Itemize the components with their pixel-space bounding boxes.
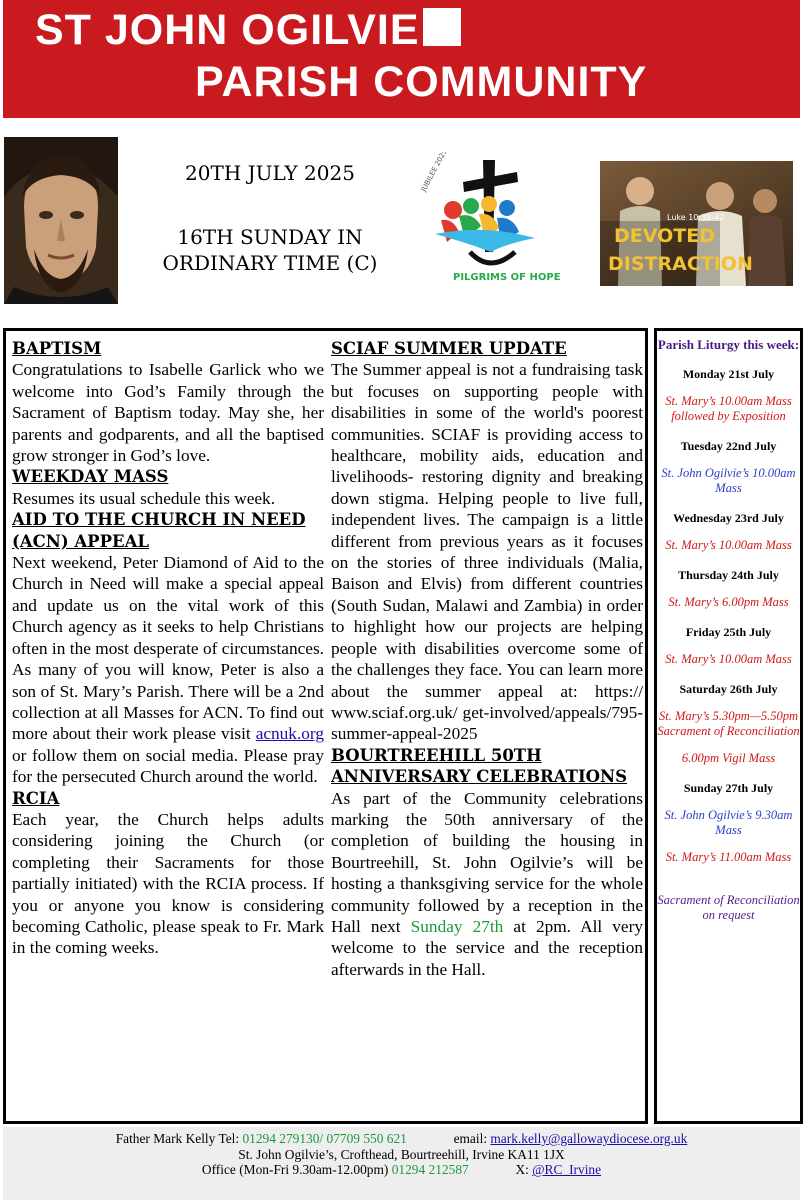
liturgy-entry: St. John Ogilvie’s 10.00am Mass	[661, 466, 796, 495]
x-handle-link[interactable]: @RC_Irvine	[532, 1162, 602, 1177]
office-phone: 01294 212587	[391, 1162, 469, 1177]
gospel-artwork	[600, 161, 793, 286]
liturgy-day: Thursday 24th July	[678, 568, 779, 582]
acn-body-part2: or follow them on social media. Please pray for the persecuted Church around the world.	[12, 745, 324, 787]
acn-link[interactable]: acnuk.org	[255, 724, 324, 744]
footer-line-priest	[3, 1131, 800, 1147]
notices-column-left	[12, 338, 324, 959]
rcia-title: RCIA	[12, 788, 60, 808]
weekday-mass-title: WEEKDAY MASS	[12, 467, 169, 487]
rcia-body: Each year, the Church helps adults considering joining the Church (or completing their Sacraments for those partially initiated) with the RCIA process. If you or anyone you know is considering becoming Catholic, please speak to Fr. Mark in the coming weeks.	[12, 809, 324, 958]
sciaf-title: SCIAF SUMMER UPDATE	[331, 339, 567, 358]
distraction-word: DISTRACTION	[608, 253, 753, 275]
email-label: email:	[453, 1131, 491, 1146]
bourtreehill-body-part1: As part of the Community celebrations marking the 50th anniversary of the completion of building the housing in Bourtreehill, St. John Ogilvie’s will be hosting a thanksgiving service for the whole community followed by a reception in the Hall next	[331, 788, 643, 936]
weekday-mass-body: Resumes its usual schedule this week.	[12, 488, 276, 508]
liturgy-entry: St. Mary’s 10.00am Mass followed by Exposition	[665, 394, 792, 423]
masthead-title-line2: PARISH COMMUNITY	[195, 58, 648, 106]
baptism-body: Congratulations to Isabelle Garlick who we welcome into God’s Family through the Sacrament of Baptism today. May she, her parents and godparents, and all the baptised grow stronger in God’s love.	[12, 360, 324, 466]
jubilee-logo	[395, 152, 580, 287]
bourtreehill-body	[331, 788, 643, 981]
event-date-highlight: Sunday 27th	[410, 916, 504, 936]
priest-phone: 01294 279130/ 07709 550 621	[242, 1131, 407, 1146]
liturgy-day: Tuesday 22nd July	[680, 439, 777, 453]
liturgy-entry: St. Mary’s 6.00pm Mass	[668, 595, 789, 609]
pilgrims-text: PILGRIMS OF HOPE	[453, 272, 561, 283]
devoted-word: DEVOTED	[614, 225, 715, 247]
liturgical-sunday: 16TH SUNDAY IN ORDINARY TIME (C)	[162, 225, 378, 275]
bourtreehill-body-part2: at 2pm. All very welcome to the service and the reception afterwards in the Hall.	[331, 916, 643, 979]
notices-column-right	[331, 338, 643, 980]
liturgy-entry: St. Mary’s 11.00am Mass	[665, 850, 792, 864]
liturgy-entry: St. Mary’s 5.30pm—5.50pm Sacrament of Reconciliation	[657, 709, 800, 738]
liturgy-day: Sunday 27th July	[683, 781, 774, 795]
footer-line-office	[3, 1162, 800, 1178]
liturgy-day: Monday 21st July	[682, 367, 775, 381]
masthead-square	[423, 8, 461, 46]
contact-footer	[3, 1127, 800, 1200]
priest-name: Father Mark Kelly Tel:	[115, 1131, 243, 1146]
liturgy-entry: St. Mary’s 10.00am Mass	[665, 538, 792, 552]
bourtreehill-title: BOURTREEHILL 50TH ANNIVERSARY CELEBRATIONS	[331, 745, 628, 787]
liturgy-list	[657, 367, 800, 923]
x-label: X:	[515, 1162, 533, 1177]
liturgy-entry: 6.00pm Vigil Mass	[681, 751, 776, 765]
liturgy-title: Parish Liturgy this week:	[657, 337, 800, 352]
liturgy-box	[654, 328, 803, 1124]
saint-portrait	[4, 137, 118, 304]
acn-title: AID TO THE CHURCH IN NEED (ACN) APPEAL	[12, 510, 306, 551]
liturgy-entry: Sacrament of Reconciliation on request	[657, 893, 800, 922]
date-box	[150, 160, 390, 276]
sciaf-body: The Summer appeal is not a fundraising task but focuses on supporting people with disabilities in some of the world's poorest communities. SCIAF is providing access to healthcare, mobility aids, education and livelihoods- restoring dignity and breaking down stigma. Helping people to live full, independent lives. The campaign is a little different from previous years as it focuses on the stories of three individuals (Malia, Baison and Elvis) from different countries (South Sudan, Malawi and Zambia) in order to highlight how our projects are helping people with disabilities overcome some of the challenges they face. You can learn more about the summer appeal at: https:// www.sciaf.org.uk/ get-involved/appeals/795-summer-appeal-2025	[331, 360, 643, 744]
masthead-title-line1: ST JOHN OGILVIE	[35, 6, 420, 54]
liturgy-day: Saturday 26th July	[679, 682, 778, 696]
baptism-title: BAPTISM	[12, 339, 102, 358]
jubilee-text: JUBILEE 2025	[419, 152, 449, 193]
acn-body	[12, 552, 324, 787]
gospel-reference: Luke 10:38-42	[667, 213, 725, 222]
notices-box	[3, 328, 648, 1124]
email-link[interactable]: mark.kelly@gallowaydiocese.org.uk	[490, 1131, 688, 1146]
liturgy-day: Wednesday 23rd July	[673, 511, 784, 525]
liturgy-entry: St. John Ogilvie’s 9.30am Mass	[664, 808, 793, 837]
masthead	[3, 0, 800, 118]
acn-body-part1: Next weekend, Peter Diamond of Aid to the Church in Need will make a special appeal and update us on the vital work of this Church agency as it seeks to help Christians often in the most desperate of circumstances. As many of you will know, Peter is also a son of St. Mary’s Parish. There will be a 2nd collection at all Masses for ACN. To find out more about their work please visit	[12, 553, 324, 744]
issue-date: 20TH JULY 2025	[185, 161, 355, 185]
footer-address: St. John Ogilvie’s, Crofthead, Bourtreehill, Irvine KA11 1JX	[238, 1146, 565, 1162]
liturgy-day: Friday 25th July	[685, 625, 772, 639]
office-label: Office (Mon-Fri 9.30am-12.00pm)	[201, 1162, 392, 1177]
liturgy-entry: St. Mary’s 10.00am Mass	[665, 652, 792, 666]
